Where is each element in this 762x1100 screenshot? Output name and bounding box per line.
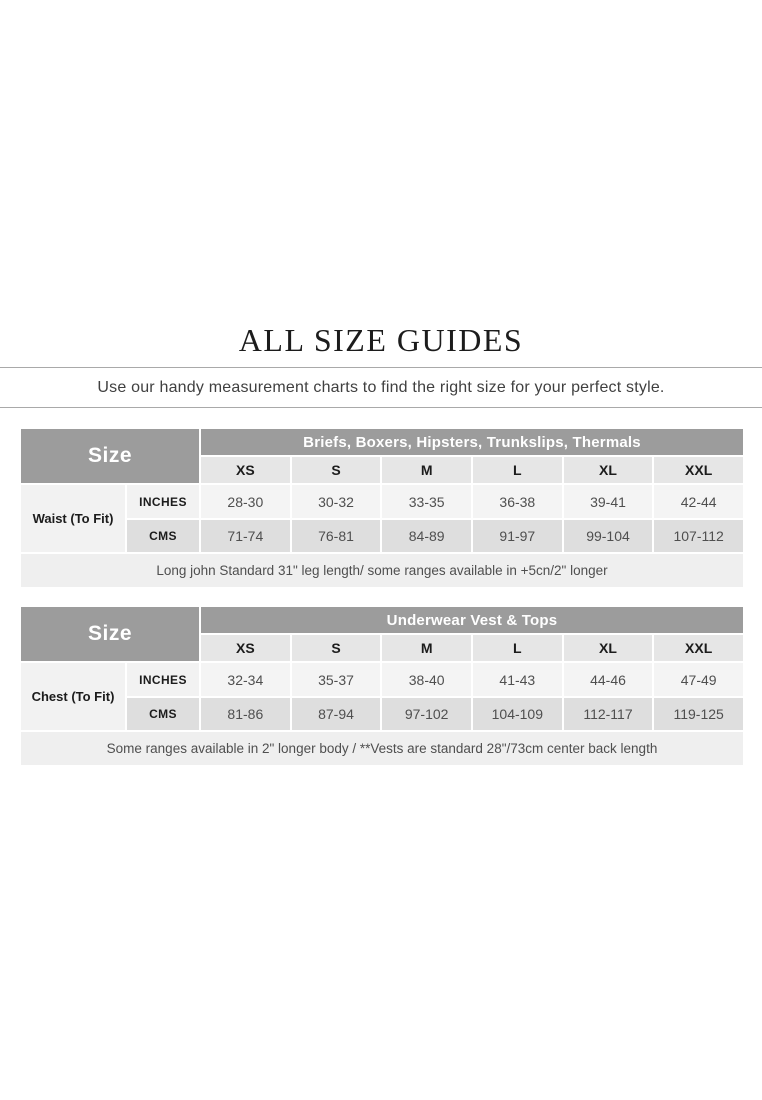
value-cell: 91-97 <box>473 520 562 552</box>
value-cell: 97-102 <box>382 698 471 730</box>
size-col-header-xxl: XXL <box>654 635 743 661</box>
value-cell: 28-30 <box>201 485 290 518</box>
value-cell: 38-40 <box>382 663 471 696</box>
value-cell: 30-32 <box>292 485 381 518</box>
value-cell: 39-41 <box>564 485 653 518</box>
value-cell: 81-86 <box>201 698 290 730</box>
size-table-vests <box>21 607 743 765</box>
unit-label-inches: INCHES <box>127 663 199 696</box>
value-cell: 35-37 <box>292 663 381 696</box>
value-cell: 32-34 <box>201 663 290 696</box>
unit-label-cms: CMS <box>127 698 199 730</box>
size-table-briefs <box>21 429 743 587</box>
value-cell: 87-94 <box>292 698 381 730</box>
table-note: Long john Standard 31" leg length/ some ranges available in +5cn/2" longer <box>21 554 743 587</box>
value-cell: 84-89 <box>382 520 471 552</box>
value-cell: 42-44 <box>654 485 743 518</box>
value-cell: 119-125 <box>654 698 743 730</box>
unit-label-cms: CMS <box>127 520 199 552</box>
subtitle-band <box>0 367 762 408</box>
size-col-header-xs: XS <box>201 635 290 661</box>
value-cell: 76-81 <box>292 520 381 552</box>
size-col-header-l: L <box>473 457 562 483</box>
row-label-waist: Waist (To Fit) <box>21 485 125 552</box>
size-col-header-l: L <box>473 635 562 661</box>
table-note: Some ranges available in 2" longer body / **Vests are standard 28"/73cm center back length <box>21 732 743 765</box>
value-cell: 33-35 <box>382 485 471 518</box>
value-cell: 41-43 <box>473 663 562 696</box>
table-header: Briefs, Boxers, Hipsters, Trunkslips, Thermals <box>201 429 743 455</box>
table-header: Underwear Vest & Tops <box>201 607 743 633</box>
size-col-header-xl: XL <box>564 457 653 483</box>
value-cell: 44-46 <box>564 663 653 696</box>
size-corner-label: Size <box>21 429 199 483</box>
value-cell: 112-117 <box>564 698 653 730</box>
size-col-header-s: S <box>292 635 381 661</box>
value-cell: 104-109 <box>473 698 562 730</box>
size-col-header-xxl: XXL <box>654 457 743 483</box>
size-col-header-xl: XL <box>564 635 653 661</box>
value-cell: 47-49 <box>654 663 743 696</box>
size-col-header-xs: XS <box>201 457 290 483</box>
value-cell: 36-38 <box>473 485 562 518</box>
value-cell: 99-104 <box>564 520 653 552</box>
value-cell: 107-112 <box>654 520 743 552</box>
page-subtitle: Use our handy measurement charts to find the right size for your perfect style. <box>97 378 665 396</box>
size-col-header-s: S <box>292 457 381 483</box>
size-col-header-m: M <box>382 635 471 661</box>
row-label-chest: Chest (To Fit) <box>21 663 125 730</box>
size-col-header-m: M <box>382 457 471 483</box>
value-cell: 71-74 <box>201 520 290 552</box>
page-title: ALL SIZE GUIDES <box>238 322 524 358</box>
size-corner-label: Size <box>21 607 199 661</box>
unit-label-inches: INCHES <box>127 485 199 518</box>
